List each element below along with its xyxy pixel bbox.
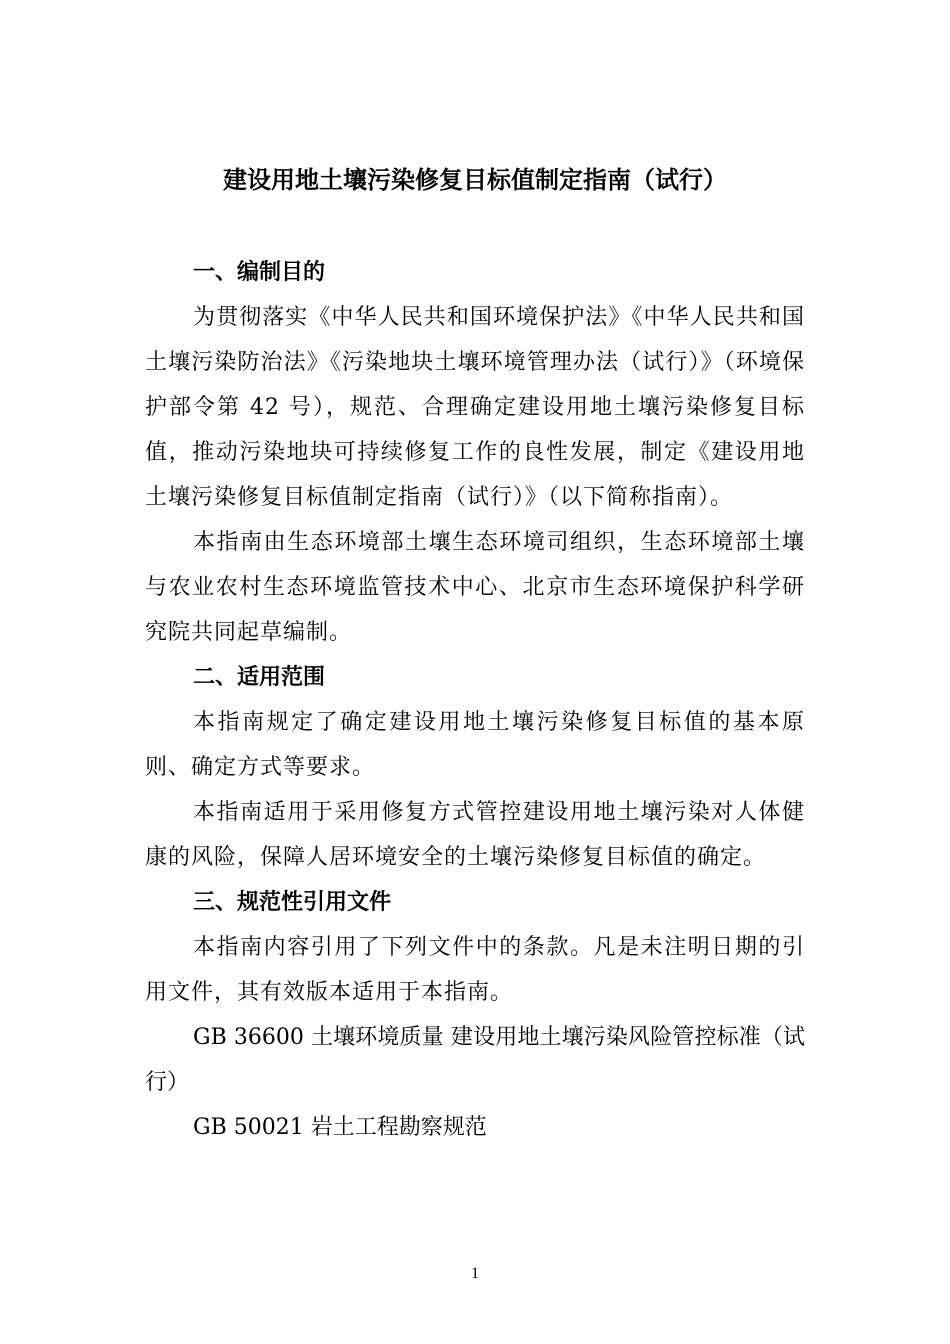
section-normative-references bbox=[145, 880, 805, 1150]
document-title: 建设用地土壤污染修复目标值制定指南（试行） bbox=[223, 166, 727, 194]
section-scope bbox=[145, 655, 805, 880]
paragraph: 本指南规定了确定建设用地土壤污染修复目标值的基本原则、确定方式等要求。 bbox=[145, 710, 805, 780]
reference-item: GB 50021 岩土工程勘察规范 bbox=[193, 1115, 487, 1140]
section-purpose bbox=[145, 250, 805, 655]
section-heading: 二、适用范围 bbox=[193, 665, 326, 690]
reference-item: GB 36600 土壤环境质量 建设用地土壤污染风险管控标准（试行） bbox=[145, 1025, 805, 1095]
page-number: 1 bbox=[471, 1265, 479, 1282]
paragraph: 本指南适用于采用修复方式管控建设用地土壤污染对人体健康的风险，保障人居环境安全的土壤污染修复目标值的确定。 bbox=[145, 800, 805, 870]
paragraph: 为贯彻落实《中华人民共和国环境保护法》《中华人民共和国土壤污染防治法》《污染地块土壤环境管理办法（试行）》（环境保护部令第 42 号），规范、合理确定建设用地土壤污染修复目标值，推动污染地块可持续修复工作的良性发展，制定《建设用地土壤污染修复目标值制定指南（试行）》（以下简称指南）。 bbox=[145, 305, 805, 510]
paragraph: 本指南内容引用了下列文件中的条款。凡是未注明日期的引用文件，其有效版本适用于本指南。 bbox=[145, 935, 805, 1005]
section-heading: 三、规范性引用文件 bbox=[193, 890, 392, 915]
paragraph: 本指南由生态环境部土壤生态环境司组织，生态环境部土壤与农业农村生态环境监管技术中心、北京市生态环境保护科学研究院共同起草编制。 bbox=[145, 530, 805, 645]
document-body bbox=[145, 250, 805, 1150]
section-heading: 一、编制目的 bbox=[193, 260, 326, 285]
